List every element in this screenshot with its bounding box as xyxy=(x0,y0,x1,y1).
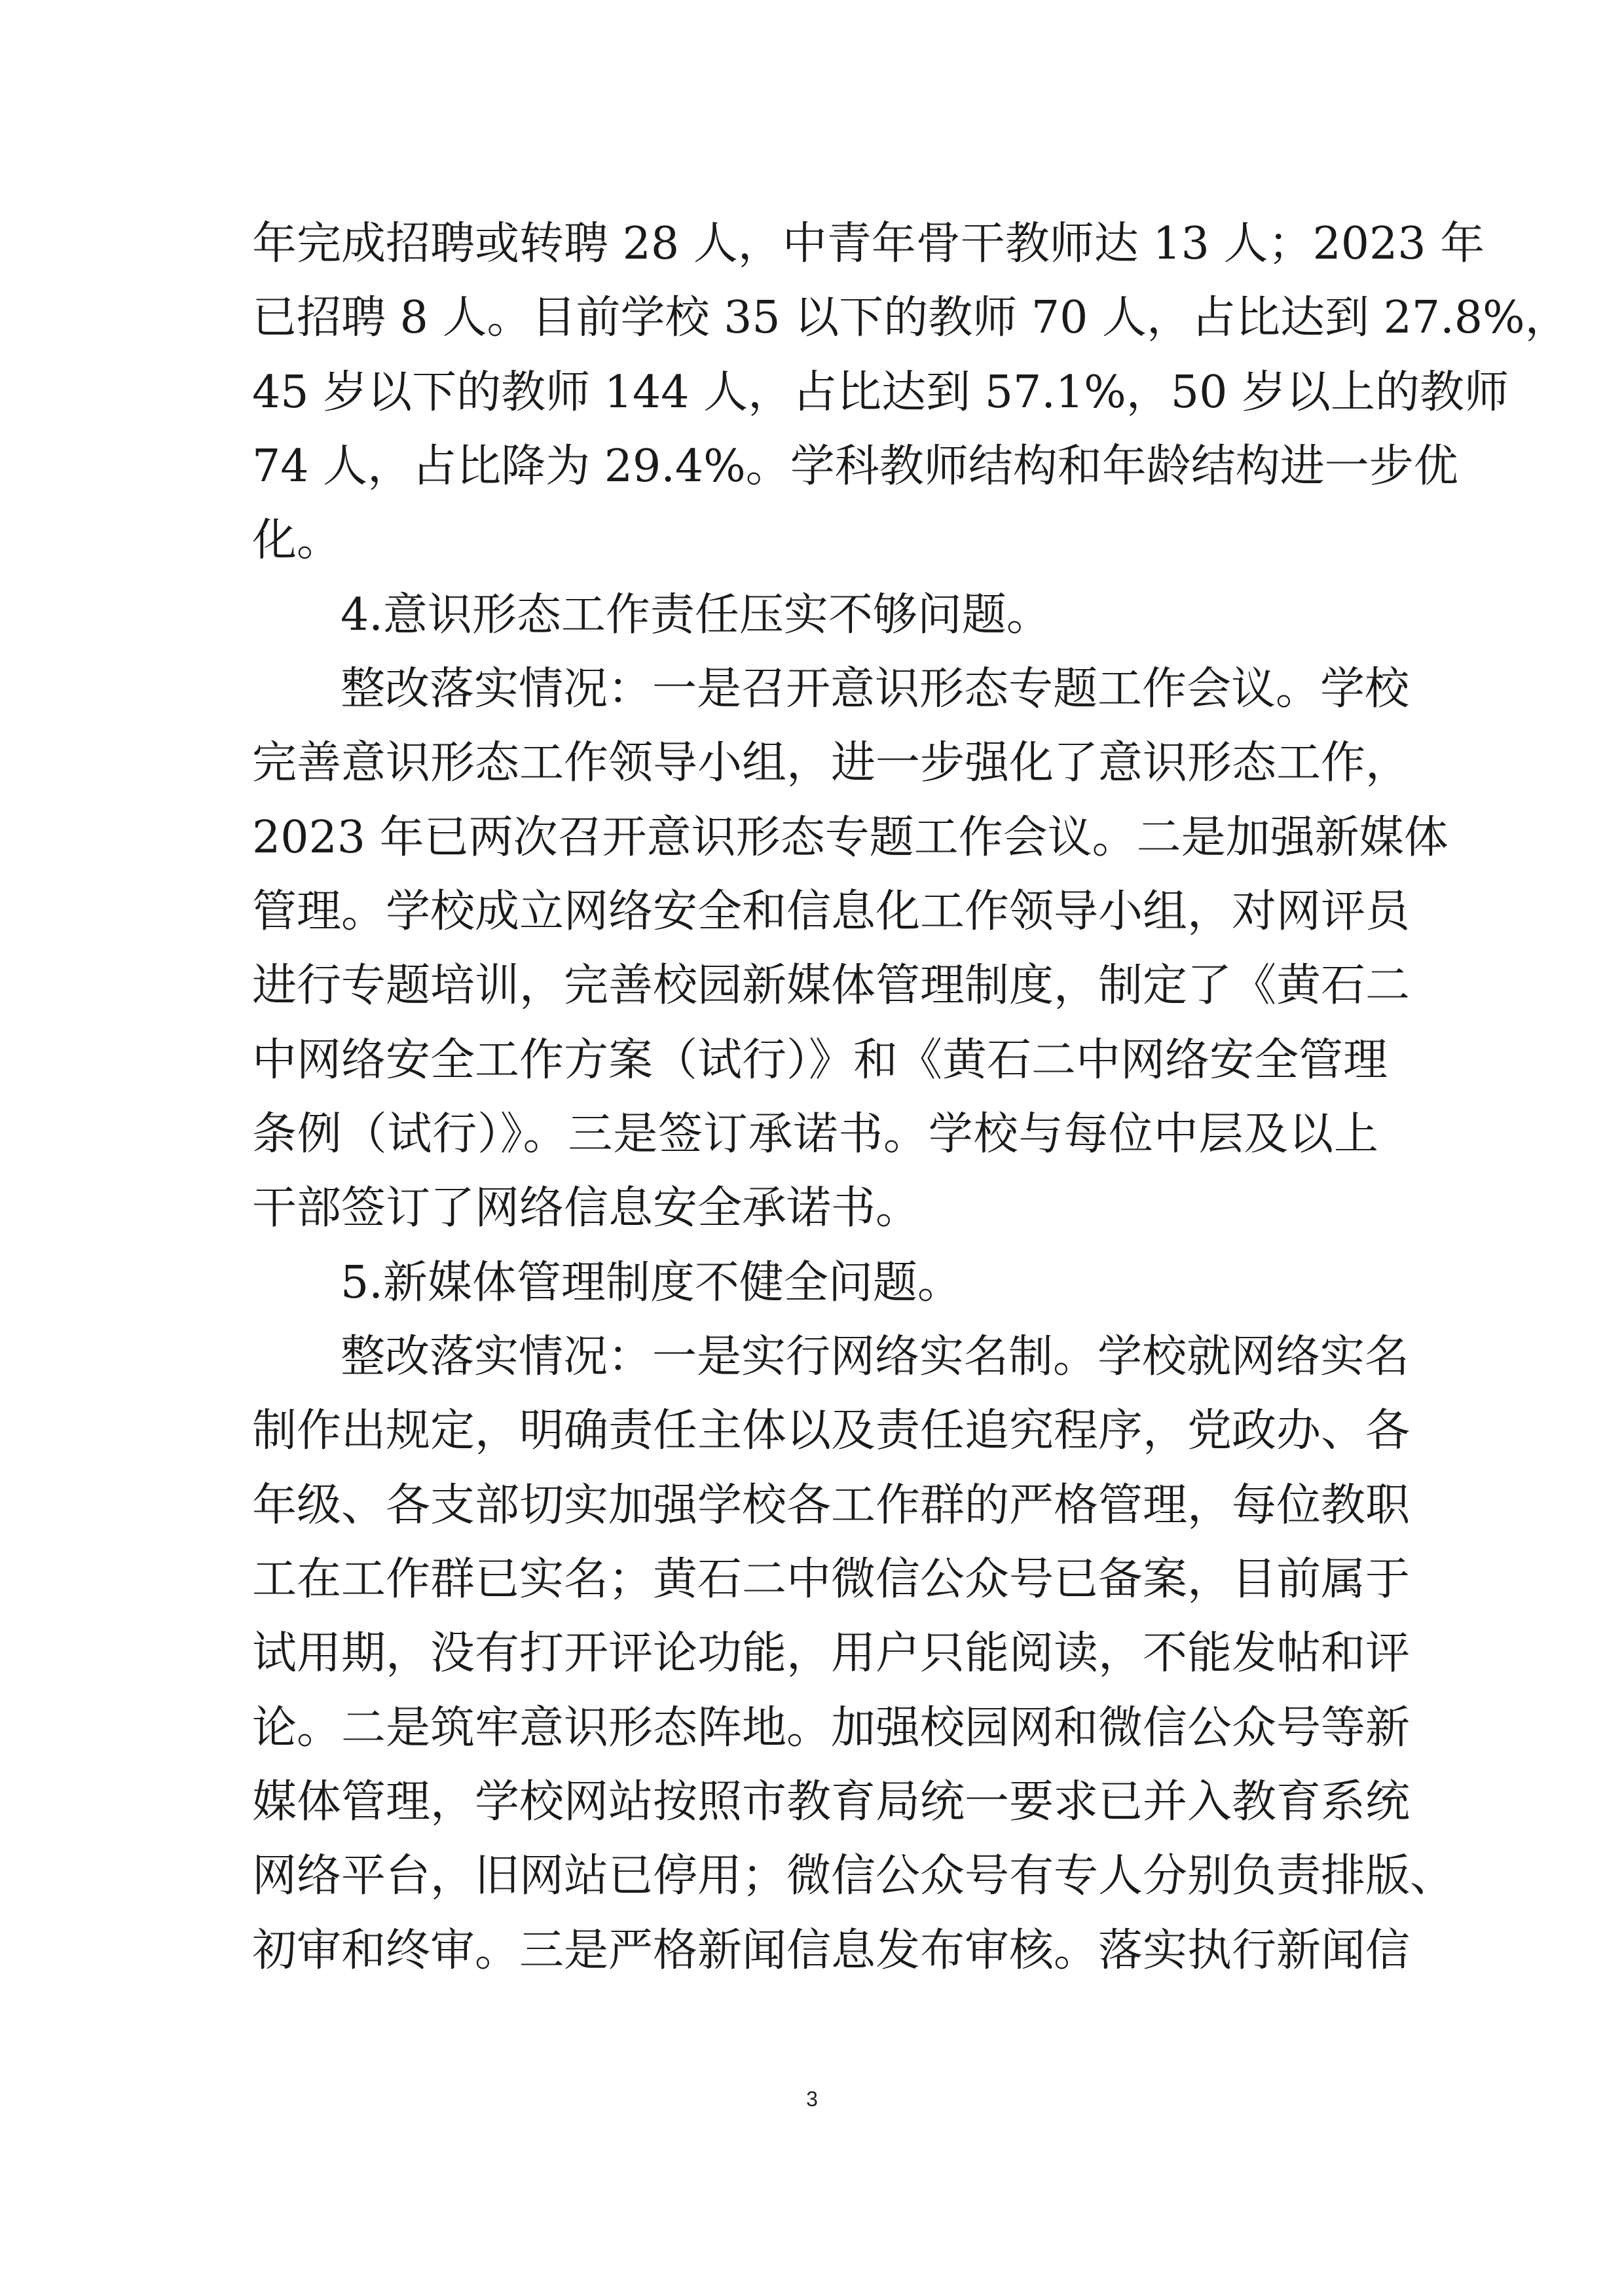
body-line-4: 74 人，占比降为 29.4%。学科教师结构和年龄结构进一步优 xyxy=(252,441,1458,492)
body-line-3: 45 岁以下的教师 144 人，占比达到 57.1%，50 岁以上的教师 xyxy=(252,367,1509,418)
body-line-19: 工在工作群已实名；黄石二中微信公众号已备案，目前属于 xyxy=(252,1554,1411,1605)
body-line-13: 条例（试行）》。三是签订承诺书。学校与每位中层及以上 xyxy=(252,1108,1378,1160)
body-line-23: 网络平台，旧网站已停用；微信公众号有专人分别负责排版、 xyxy=(252,1850,1455,1902)
body-line-22: 媒体管理，学校网站按照市教育局统一要求已并入教育系统 xyxy=(252,1776,1411,1828)
body-line-8: 完善意识形态工作领导小组，进一步强化了意识形态工作， xyxy=(252,737,1411,789)
body-line-24: 初审和终审。三是严格新闻信息发布审核。落实执行新闻信 xyxy=(252,1925,1411,1977)
body-line-17: 制作出规定，明确责任主体以及责任追究程序，党政办、各 xyxy=(252,1405,1411,1457)
page-number: 3 xyxy=(806,2087,818,2111)
body-line-9: 2023 年已两次召开意识形态专题工作会议。二是加强新媒体 xyxy=(252,812,1449,864)
body-line-16: 整改落实情况：一是实行网络实名制。学校就网络实名 xyxy=(341,1331,1410,1383)
body-line-1: 年完成招聘或转聘 28 人，中青年骨干教师达 13 人；2023 年 xyxy=(252,218,1485,270)
body-line-7: 整改落实情况：一是召开意识形态专题工作会议。学校 xyxy=(341,663,1410,715)
body-line-18: 年级、各支部切实加强学校各工作群的严格管理，每位教职 xyxy=(252,1480,1411,1531)
body-line-20: 试用期，没有打开评论功能，用户只能阅读，不能发帖和评 xyxy=(252,1628,1411,1679)
body-line-10: 管理。学校成立网络安全和信息化工作领导小组，对网评员 xyxy=(252,886,1411,938)
body-line-5: 化。 xyxy=(252,515,342,566)
body-line-12: 中网络安全工作方案（试行）》和《黄石二中网络安全管理 xyxy=(252,1034,1388,1086)
section-heading-5: 5.新媒体管理制度不健全问题。 xyxy=(341,1257,962,1309)
body-line-11: 进行专题培训，完善校园新媒体管理制度，制定了《黄石二 xyxy=(252,960,1411,1011)
body-line-14: 干部签订了网络信息安全承诺书。 xyxy=(252,1182,921,1234)
section-heading-4: 4.意识形态工作责任压实不够问题。 xyxy=(341,589,1051,641)
body-line-2: 已招聘 8 人。目前学校 35 以下的教师 70 人，占比达到 27.8%， xyxy=(252,292,1570,344)
body-line-21: 论。二是筑牢意识形态阵地。加强校园网和微信公众号等新 xyxy=(252,1702,1411,1754)
